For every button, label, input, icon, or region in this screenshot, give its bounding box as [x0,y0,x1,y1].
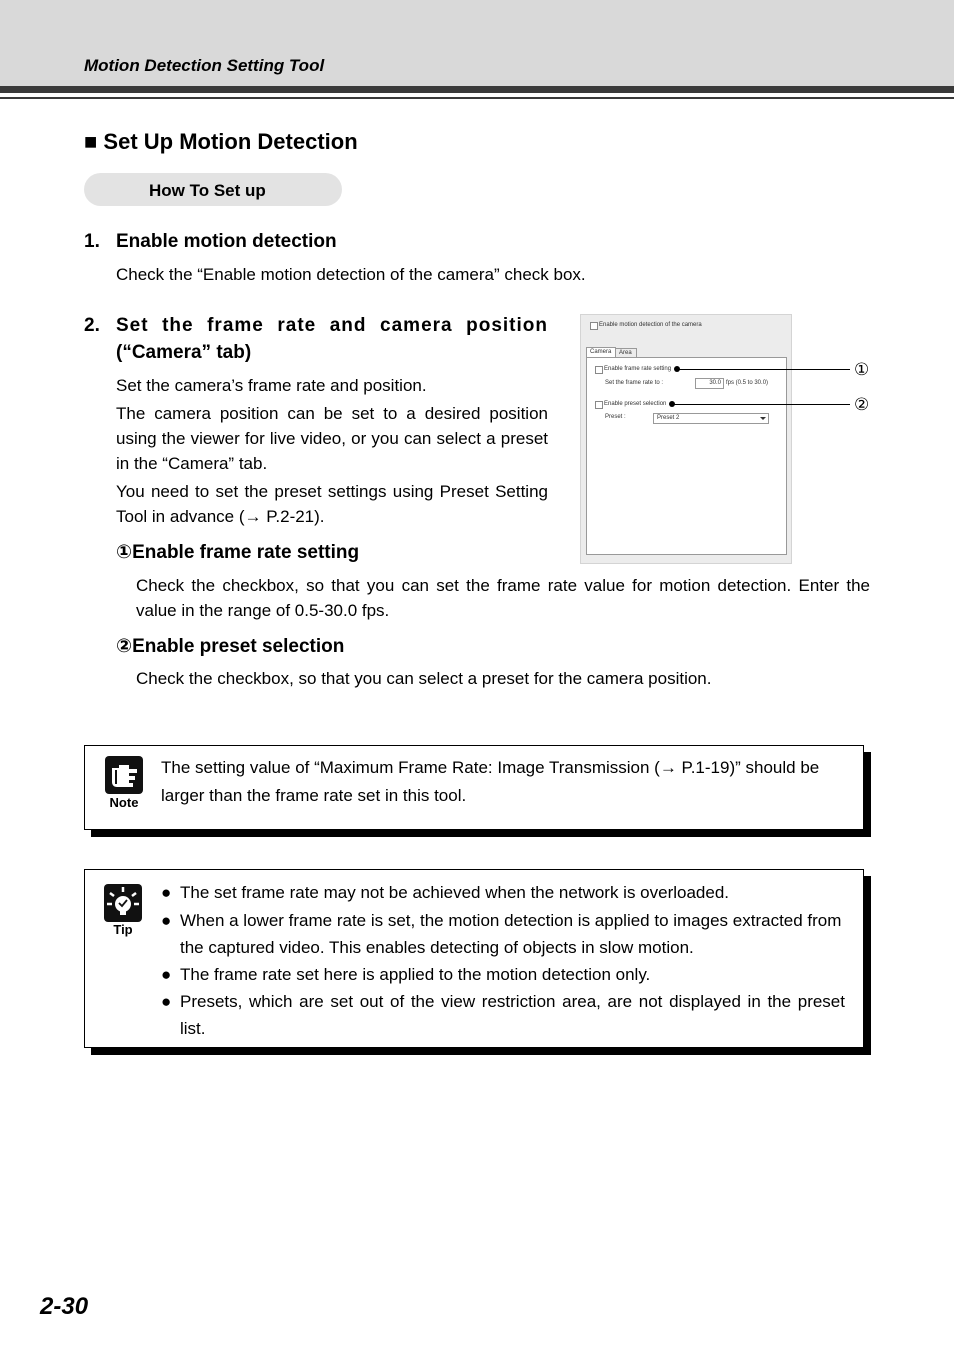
section-title [84,129,358,155]
bullet-icon: ● [161,965,172,984]
step2-p1: Set the camera’s frame rate and position. [116,376,427,395]
header-title: Motion Detection Setting Tool [84,56,325,75]
bullet-icon: ● [161,911,172,930]
page-number: 2-30 [40,1293,89,1320]
section-title-text: Set Up Motion Detection [103,129,358,154]
preset-select-value: Preset 2 [657,415,680,421]
tip-item [161,879,845,906]
camera-tab-screenshot [580,314,792,564]
preset-label: Preset : [605,414,626,420]
step1-body: Check the “Enable motion detection of the camera” check box. [116,265,586,284]
chevron-down-icon [760,417,766,420]
lightbulb-icon [104,884,142,922]
enable-frame-rate-checkbox[interactable] [595,366,603,374]
pill-label: How To Set up [149,181,266,200]
callout1-marker: ① [854,360,870,379]
frame-rate-input[interactable] [695,378,724,389]
enable-camera-checkbox[interactable] [590,322,598,330]
set-frame-rate-label: Set the frame rate to : [605,380,664,386]
tip-item-text: Presets, which are set out of the view restriction area, are not displayed in the preset list. [180,992,845,1038]
preset-select[interactable] [653,413,769,424]
tip-box [84,869,864,1048]
camera-tab-panel [586,357,787,555]
note-text: The setting value of “Maximum Frame Rate: Image Transmission (→ P.1-19)” should be larger than the frame rate set in this tool. [161,758,820,805]
tip-item-text: The frame rate set here is applied to the motion detection only. [180,965,651,984]
tip-label: Tip [113,922,133,937]
step2-title-line2: (“Camera” tab) [116,342,252,363]
how-to-pill [84,173,342,206]
item2-body: Check the checkbox, so that you can select a preset for the camera position. [136,669,712,688]
step2-p2: The camera position can be set to a desired position using the viewer for live video, or you can select a preset in the “Camera” tab. [116,404,548,473]
item1-heading [116,541,359,564]
tab-camera-label: Camera [590,349,612,355]
tip-item [161,907,845,961]
step2-num: 2. [84,315,100,336]
callout2-line [673,404,850,405]
bullet-icon: ● [161,883,172,902]
item1-marker: ① [116,542,133,563]
enable-preset-label: Enable preset selection [604,401,667,407]
tip-item-text: When a lower frame rate is set, the motion detection is applied to images extracted from the captured video. This enables detecting of objects in slow motion. [180,911,842,957]
note-box [84,745,864,830]
callout2-marker: ② [854,395,870,414]
enable-frame-rate-label: Enable frame rate setting [604,366,672,372]
step1-title: Enable motion detection [116,231,337,252]
note-label: Note [109,795,139,810]
header-rule-thin [0,97,954,99]
callout1-line [678,369,850,370]
bullet-icon: ● [161,992,172,1011]
tip-item-text: The set frame rate may not be achieved when the network is overloaded. [180,883,730,902]
step2-title-line1: Set the frame rate and camera position [116,315,548,336]
header-rule-thick [0,86,954,93]
tip-item [161,961,845,988]
enable-preset-checkbox[interactable] [595,401,603,409]
item2-heading [116,635,344,658]
fps-range-label: fps (0.5 to 30.0) [726,380,769,386]
item1-title: Enable frame rate setting [132,542,360,563]
item2-title: Enable preset selection [132,636,345,657]
step1-heading [84,231,337,253]
step2-heading [84,315,548,363]
frame-rate-value: 30.0 [709,380,721,386]
enable-camera-label: Enable motion detection of the camera [599,322,702,328]
tab-area-label: Area [619,350,632,356]
item1-body: Check the checkbox, so that you can set the frame rate value for motion detection. Enter the value in the range of 0.5-30.0 fps. [136,576,870,620]
item2-marker: ② [116,636,133,657]
step2-p3: You need to set the preset settings using Preset Setting Tool in advance (→ P.2-21). [116,482,548,526]
step1-num: 1. [84,231,100,252]
square-bullet-icon: ■ [84,129,98,154]
note-icon [105,756,143,794]
tip-item [161,988,845,1042]
